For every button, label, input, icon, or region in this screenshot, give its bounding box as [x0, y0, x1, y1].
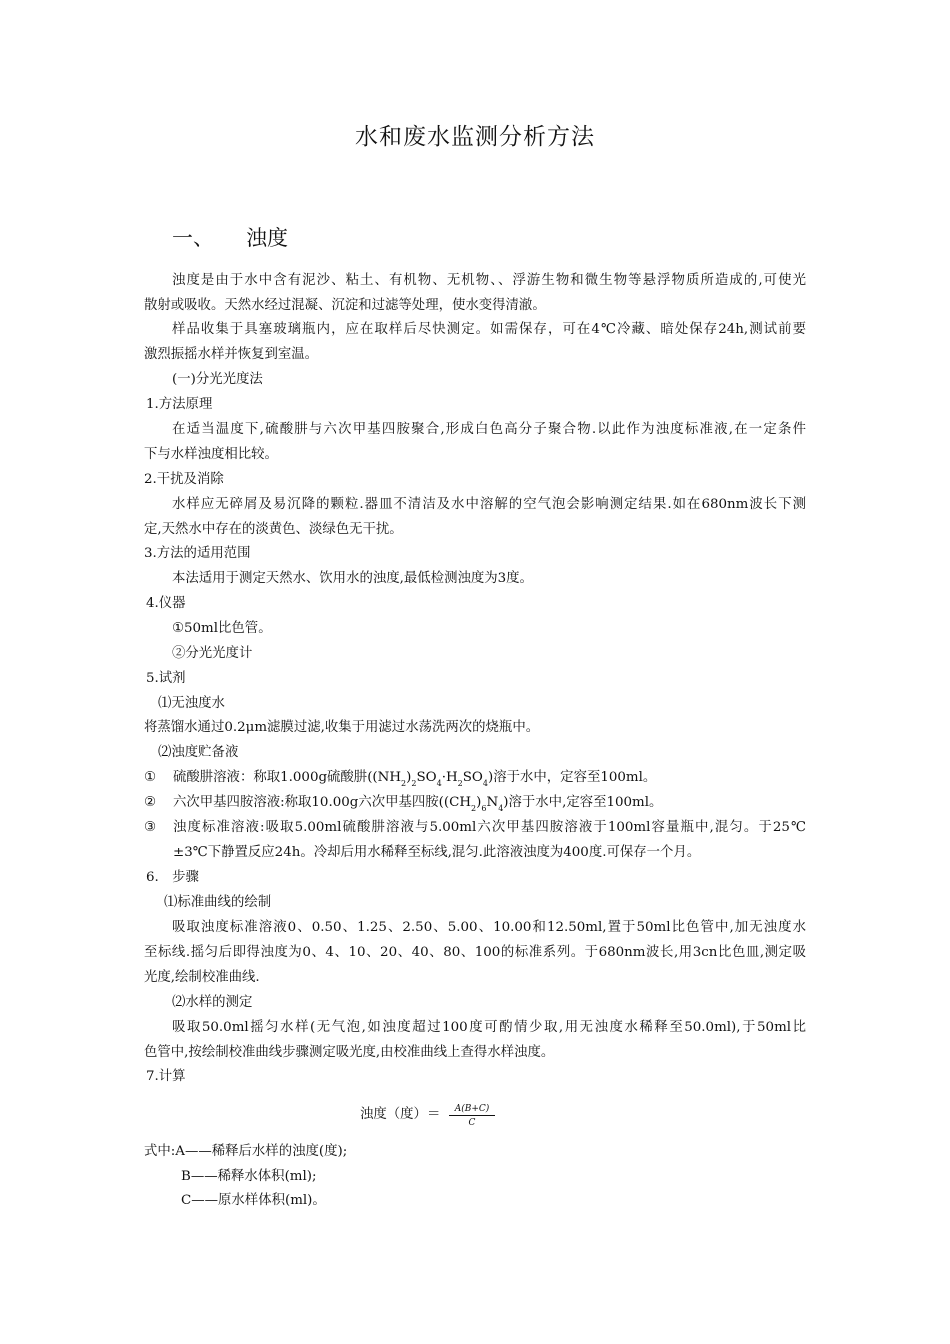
interference-line-2: 定,天然水中存在的淡黄色、淡绿色无干扰。: [144, 522, 403, 537]
document-title: 水和废水监测分析方法: [355, 124, 595, 150]
formula-fraction: [449, 1104, 495, 1128]
reagent-2-heading: ⑵浊度贮备液: [158, 745, 239, 760]
subscript: 2: [411, 779, 417, 788]
heading-reagents: 5.试剂: [146, 671, 186, 686]
section-name: 浊度: [246, 226, 288, 250]
subscript: 6: [481, 804, 487, 813]
heading-calculation: 7.计算: [146, 1069, 186, 1084]
principle-line-2: 下与水样浊度相比较。: [144, 447, 278, 462]
legend-line-2: B——稀释水体积(ml);: [181, 1169, 317, 1184]
section-number: 一、: [172, 226, 214, 250]
reagent-2a: [144, 769, 656, 788]
reagent-2a-text: ): [406, 770, 412, 785]
instrument-1: ①50ml比色管。: [172, 621, 272, 636]
step-1-heading: ⑴标准曲线的绘制: [164, 895, 272, 910]
intro-line-1: 浊度是由于水中含有泥沙、粘土、有机物、无机物、、浮游生物和微生物等悬浮物质所造成的,可使光: [172, 273, 806, 288]
step-1-line-3: 光度,绘制校准曲线.: [144, 970, 260, 985]
scope-text: 本法适用于测定天然水、饮用水的浊度,最低检测浊度为3度。: [172, 571, 533, 586]
reagent-2b-text: ): [476, 795, 482, 810]
step-2-line-2: 色管中,按绘制校准曲线步骤测定吸光度,由校准曲线上查得水样浊度。: [144, 1045, 555, 1060]
step-2-line-1: 吸取50.0ml摇匀水样(无气泡,如浊度超过100度可酌情少取,用无浊度水稀释至50.0ml),于50ml比: [172, 1020, 806, 1035]
reagent-2a-text: )溶于水中，定容至100ml。: [488, 770, 657, 785]
intro-line-3: 样品收集于具塞玻璃瓶内，应在取样后尽快测定。如需保存，可在4℃冷藏、暗处保存24h,测试前要: [172, 322, 806, 337]
list-marker: ②: [144, 795, 157, 810]
subscript: 2: [471, 804, 477, 813]
reagent-2a-text: ·H: [441, 770, 458, 785]
step-1-line-2: 至标线.摇匀后即得浊度为0、4、10、20、40、80、100的标准系列。于680nm波长,用3cn比色皿,测定吸: [144, 945, 806, 960]
legend-line-1: 式中:A——稀释后水样的浊度(度);: [144, 1144, 348, 1159]
reagent-2b: [144, 794, 662, 813]
reagent-2c-line-2: ±3℃下静置反应24h。冷却后用水稀释至标线,混匀.此溶液浊度为400度.可保存一个月。: [173, 845, 701, 860]
list-marker: ①: [144, 770, 157, 785]
principle-line-1: 在适当温度下,硫酸肼与六次甲基四胺聚合,形成白色高分子聚合物.以此作为浊度标准液,在一定条件: [172, 422, 806, 437]
reagent-2b-text: 六次甲基四胺溶液:称取10.00g六次甲基四胺((CH: [173, 795, 472, 810]
subscript: 4: [436, 779, 442, 788]
reagent-1-heading: ⑴无浊度水: [158, 696, 225, 711]
step-2-heading: ⑵水样的测定: [172, 995, 253, 1010]
heading-interference: 2.干扰及消除: [144, 472, 224, 487]
subscript: 4: [482, 779, 488, 788]
intro-line-4: 激烈振摇水样并恢复到室温。: [144, 347, 319, 362]
subscript: 2: [457, 779, 463, 788]
reagent-2a-text: SO: [416, 770, 437, 785]
formula-denominator: C: [468, 1118, 476, 1128]
subscript: 4: [498, 804, 504, 813]
heading-scope: 3.方法的适用范围: [144, 546, 251, 561]
reagent-2b-text: )溶于水中,定容至100ml。: [503, 795, 663, 810]
instrument-2: ②分光光度计: [172, 646, 253, 661]
step-1-line-1: 吸取浊度标准溶液0、0.50、1.25、2.50、5.00、10.00和12.50ml,置于50ml比色管中,加无浊度水: [172, 920, 806, 935]
heading-instruments: 4.仪器: [146, 596, 186, 611]
reagent-2b-text: N: [486, 795, 499, 810]
method-heading: (一)分光光度法: [172, 372, 263, 387]
interference-line-1: 水样应无碎屑及易沉降的颗粒.器皿不清洁及水中溶解的空气泡会影响测定结果.如在680nm波长下测: [172, 497, 806, 512]
reagent-2c-line-1: 浊度标准溶液:吸取5.00ml硫酸肼溶液与5.00ml六次甲基四胺溶液于100ml容量瓶中,混匀。于25℃: [173, 820, 806, 835]
formula-numerator: A(B+C): [449, 1104, 495, 1116]
legend-line-3: C——原水样体积(ml)。: [181, 1193, 326, 1208]
reagent-2a-text: SO: [462, 770, 483, 785]
intro-line-2: 散射或吸收。天然水经过混凝、沉淀和过滤等处理，使水变得清澈。: [144, 298, 546, 313]
reagent-1-text: 将蒸馏水通过0.2μm滤膜过滤,收集于用滤过水荡洗两次的烧瓶中。: [144, 720, 540, 735]
heading-principle: 1.方法原理: [146, 397, 213, 412]
heading-steps: 6. 步骤: [146, 870, 199, 885]
subscript: 2: [401, 779, 407, 788]
formula-lhs: 浊度（度）＝: [360, 1107, 441, 1122]
reagent-2a-text: 硫酸肼溶液：称取1.000g硫酸肼((NH: [173, 770, 402, 785]
section-heading: [172, 222, 288, 252]
reagent-2c-marker: ③: [144, 820, 157, 835]
